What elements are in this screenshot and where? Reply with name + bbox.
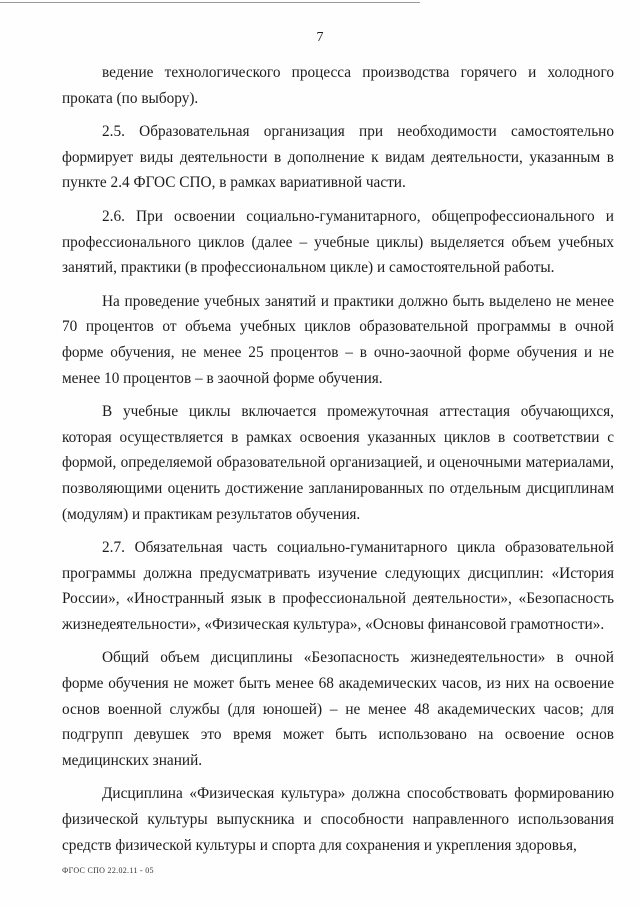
paragraph-life-safety: Общий объем дисциплины «Безопасность жизнедеятельности» в очной форме обучения не может быть менее 68 академических часов, из них на освоение основ военной службы (для юношей) – не менее 48 академических часов; для подгрупп девушек это время может быть использовано на освоение основ медицинских знаний. <box>62 649 614 769</box>
paragraph-2-5: 2.5. Образовательная организация при необходимости самостоятельно формирует виды деятельности в дополнение к видам деятельности, указанным в пункте 2.4 ФГОС СПО, в рамках вариативной части. <box>62 123 614 192</box>
page-number: 7 <box>316 30 324 45</box>
paragraph-2-7: 2.7. Обязательная часть социально-гуманитарного цикла образовательной программы должна предусматривать изучение следующих дисциплин: «История России», «Иностранный язык в профессиональной деятельности», «Безопасность жизнедеятельности», «Физическая культура», «Основы финансовой грамотности». <box>62 539 614 633</box>
footer-document-code: ФГОС СПО 22.02.11 - 05 <box>62 866 154 875</box>
paragraph-continued: ведение технологического процесса производства горячего и холодного проката (по выбору). <box>62 64 614 107</box>
paragraph-study-volume: На проведение учебных занятий и практики должно быть выделено не менее 70 процентов от объема учебных циклов образовательной программы в очной форме обучения, не менее 25 процентов – в очно-заочной форме обучения и не менее 10 процентов – в заочной форме обучения. <box>62 292 614 387</box>
paragraph-intermediate-attestation: В учебные циклы включается промежуточная аттестация обучающихся, которая осуществляется в рамках освоения указанных циклов в соответствии с формой, определяемой образовательной организацией, и оценочными материалами, позволяющими оценить достижение запланированных по отдельным дисциплинам (модулям) и практикам результатов обучения. <box>62 403 614 523</box>
document-body <box>62 60 614 866</box>
paragraph-physical-culture: Дисциплина «Физическая культура» должна способствовать формированию физической культуры выпускника и способности направленного использования средств физической культуры и спорта для сохранения и укрепления здоровья, <box>62 785 614 854</box>
paragraph-2-6: 2.6. При освоении социально-гуманитарного, общепрофессионального и профессионального циклов (далее – учебные циклы) выделяется объем учебных занятий, практики (в профессиональном цикле) и самостоятельной работы. <box>62 207 614 277</box>
top-scan-rule <box>0 2 420 3</box>
